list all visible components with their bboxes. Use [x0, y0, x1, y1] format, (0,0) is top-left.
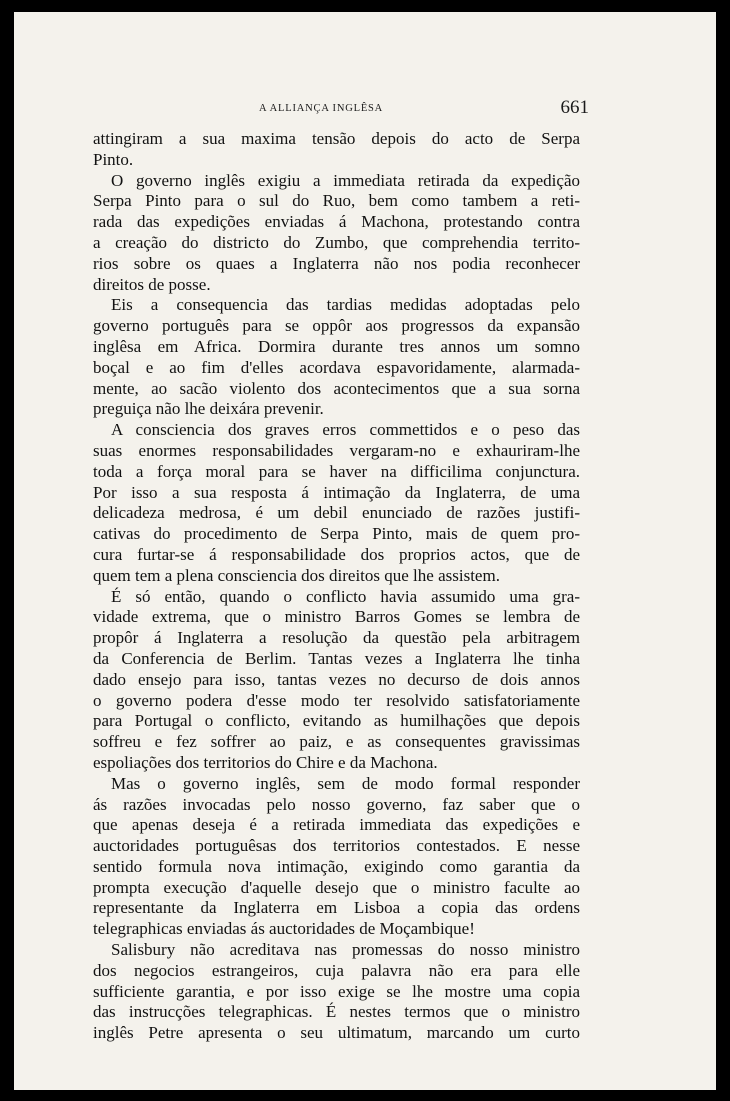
text-line: governo português para se oppôr aos progressos da expansão — [93, 316, 580, 336]
text-line: a creação do districto do Zumbo, que comprehendia territo- — [93, 232, 580, 252]
page-number: 661 — [560, 97, 589, 118]
text-line: suas enormes responsabilidades vergaram-no e exhauriram-lhe — [93, 440, 580, 460]
text-line: que apenas deseja é a retirada immediata das expedições e — [93, 815, 580, 835]
text-line: quem tem a plena consciencia dos direitos que lhe assistem. — [93, 565, 500, 585]
running-title: A ALLIANÇA INGLÊSA — [259, 103, 384, 114]
text-line: rios sobre os quaes a Inglaterra não nos podia reconhecer — [93, 253, 580, 273]
text-line: A consciencia dos graves erros commettidos e o peso das — [111, 420, 580, 440]
text-line: dos negocios estrangeiros, cuja palavra não era para elle — [93, 960, 580, 980]
text-line: ás razões invocadas pelo nosso governo, faz saber que o — [93, 794, 580, 814]
text-line: cativas do procedimento de Serpa Pinto, mais de quem pro- — [93, 524, 580, 544]
text-line: Pinto. — [93, 149, 134, 169]
text-line: sufficiente garantia, e por isso exige se lhe mostre uma copia — [93, 981, 580, 1001]
text-line: prompta execução d'aquelle desejo que o ministro faculte ao — [93, 877, 580, 897]
text-line: mente, ao sacão violento dos acontecimentos que a sua sorna — [93, 378, 580, 398]
text-line: inglês Petre apresenta o seu ultimatum, marcando um curto — [93, 1023, 580, 1043]
text-line: delicadeza medrosa, é um debil enunciado de razões justifi- — [93, 503, 580, 523]
text-line: rada das expedições enviadas á Machona, protestando contra — [93, 212, 580, 232]
text-line: dado ensejo para isso, tantas vezes no decurso de dois annos — [93, 669, 580, 689]
body-text — [93, 129, 580, 1044]
text-line: O governo inglês exigiu a immediata retirada da expedição — [111, 170, 580, 190]
text-line: Eis a consequencia das tardias medidas adoptadas pelo — [111, 295, 580, 315]
text-line: espoliações dos territorios do Chire e da Machona. — [93, 752, 438, 772]
text-line: inglêsa em Africa. Dormira durante tres annos um somno — [93, 336, 580, 356]
text-line: É só então, quando o conflicto havia assumido uma gra- — [111, 586, 580, 606]
text-line: soffreu e fez soffrer ao paiz, e as consequentes gravissimas — [93, 732, 580, 752]
text-line: das instrucções telegraphicas. É nestes termos que o ministro — [93, 1002, 580, 1022]
text-line: telegraphicas enviadas ás auctoridades de Moçambique! — [93, 919, 475, 939]
text-line: o governo podera d'esse modo ter resolvido satisfatoriamente — [93, 690, 580, 710]
text-line: toda a força moral para se haver na difficilima conjunctura. — [93, 461, 580, 481]
text-line: attingiram a sua maxima tensão depois do acto de Serpa — [93, 129, 580, 148]
text-line: Salisbury não acreditava nas promessas do nosso ministro — [111, 940, 580, 960]
text-line: vidade extrema, que o ministro Barros Gomes se lembra de — [93, 607, 580, 627]
text-line: preguiça não lhe deixára prevenir. — [93, 399, 324, 419]
book-page — [14, 12, 716, 1090]
text-line: boçal e ao fim d'elles acordava espavoridamente, alarmada- — [93, 357, 580, 377]
text-line: Serpa Pinto para o sul do Ruo, bem como tambem a reti- — [93, 191, 580, 211]
text-line: auctoridades portuguêsas dos territorios contestados. E nesse — [93, 836, 580, 856]
text-line: direitos de posse. — [93, 274, 211, 294]
running-header — [109, 97, 589, 121]
text-line: representante da Inglaterra em Lisboa a copia das ordens — [93, 898, 580, 918]
text-line: para Portugal o conflicto, evitando as humilhações que depois — [93, 711, 580, 731]
text-line: cura furtar-se á responsabilidade dos proprios actos, que de — [93, 544, 580, 564]
text-line: da Conferencia de Berlim. Tantas vezes a Inglaterra lhe tinha — [93, 648, 580, 668]
text-line: Por isso a sua resposta á intimação da Inglaterra, de uma — [93, 482, 580, 502]
text-line: Mas o governo inglês, sem de modo formal responder — [111, 773, 580, 793]
text-line: propôr á Inglaterra a resolução da questão pela arbitragem — [93, 628, 580, 648]
text-line: sentido formula nova intimação, exigindo como garantia da — [93, 856, 580, 876]
